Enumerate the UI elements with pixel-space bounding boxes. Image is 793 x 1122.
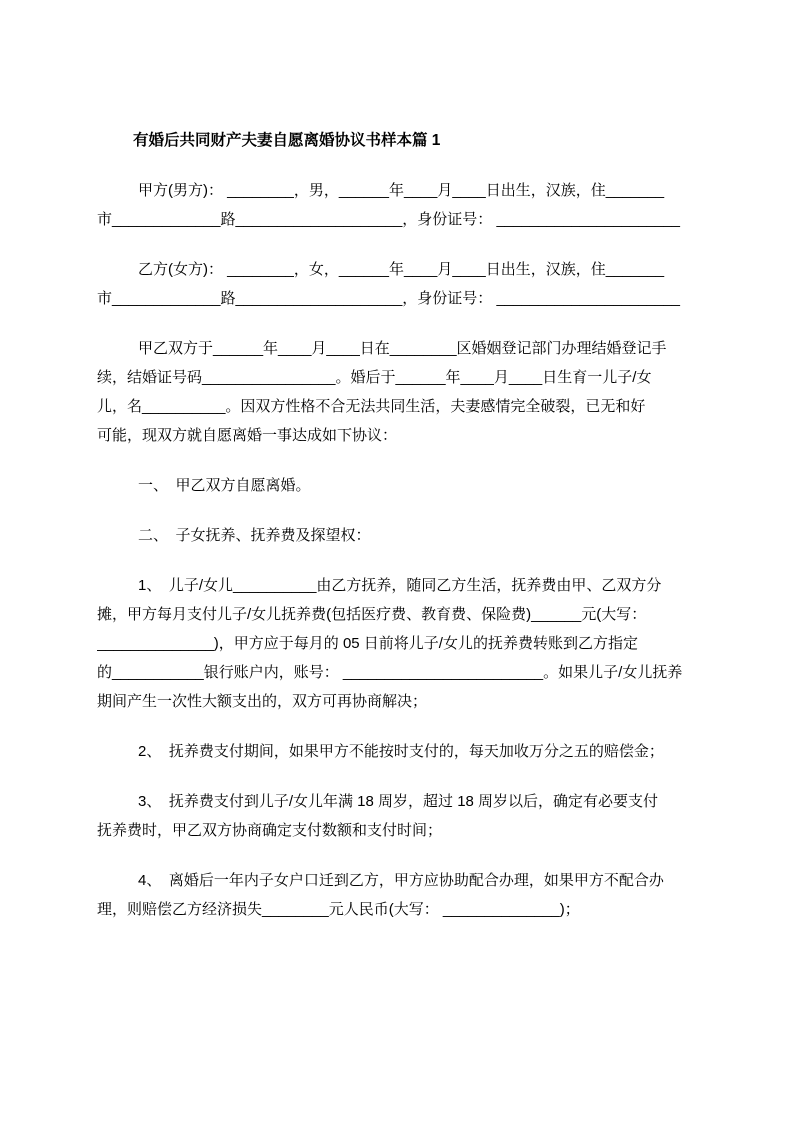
document-line: 乙方(女方)： ________，女，______年____月____日出生，汉族，住_______	[138, 261, 665, 278]
document-line: 可能，现双方就自愿离婚一事达成如下协议：	[97, 427, 398, 444]
document-title: 有婚后共同财产夫妻自愿离婚协议书样本篇 1	[133, 132, 441, 149]
document-line: 摊，甲方每月支付儿子/女儿抚养费(包括医疗费、教育费、保险费)______元(大写：	[97, 606, 647, 623]
document-line: 理，则赔偿乙方经济损失________元人民币(大写： ______________)；	[97, 901, 580, 918]
document-line: 二、 子女抚养、抚养费及探望权：	[138, 527, 371, 544]
paragraph	[97, 176, 685, 234]
document-line: 抚养费时，甲乙双方协商确定支付数额和支付时间；	[97, 822, 443, 839]
document-line: 的___________银行账户内，账号： ________________________。如果儿子/女儿抚养	[97, 664, 683, 681]
document-line: 3、 抚养费支付到儿子/女儿年满 18 周岁，超过 18 周岁以后，确定有必要支付	[138, 793, 659, 810]
paragraphs-container	[97, 176, 685, 924]
paragraph	[97, 521, 685, 550]
document-line: 甲乙双方于______年____月____日在________区婚姻登记部门办理结婚登记手	[138, 340, 667, 357]
document-line: 儿，名__________。因双方性格不合无法共同生活，夫妻感情完全破裂，已无和好	[97, 398, 646, 415]
document-line: 续，结婚证号码________________。婚后于______年____月____日生育一儿子/女	[97, 369, 652, 386]
document-line: 4、 离婚后一年内子女户口迁到乙方，甲方应协助配合办理，如果甲方不配合办	[138, 872, 664, 889]
paragraph	[97, 737, 685, 766]
document-line: 市_____________路____________________，身份证号： ______________________	[97, 211, 680, 228]
paragraph	[97, 787, 685, 845]
document-line: ______________)，甲方应于每月的 05 日前将儿子/女儿的抚养费转账到乙方指定	[97, 635, 638, 652]
document-line: 期间产生一次性大额支出的，双方可再协商解决；	[97, 693, 428, 710]
paragraph	[97, 255, 685, 313]
paragraph	[97, 334, 685, 450]
paragraph	[97, 571, 685, 716]
paragraph	[97, 471, 685, 500]
document-line: 1、 儿子/女儿__________由乙方抚养，随同乙方生活，抚养费由甲、乙双方分	[138, 577, 662, 594]
paragraph	[97, 866, 685, 924]
document-line: 2、 抚养费支付期间，如果甲方不能按时支付的，每天加收万分之五的赔偿金；	[138, 743, 664, 760]
document-line: 一、 甲乙双方自愿离婚。	[138, 477, 311, 494]
document-line: 甲方(男方)： ________，男，______年____月____日出生，汉族，住_______	[138, 182, 665, 199]
document-line: 市_____________路____________________，身份证号： ______________________	[97, 290, 680, 307]
